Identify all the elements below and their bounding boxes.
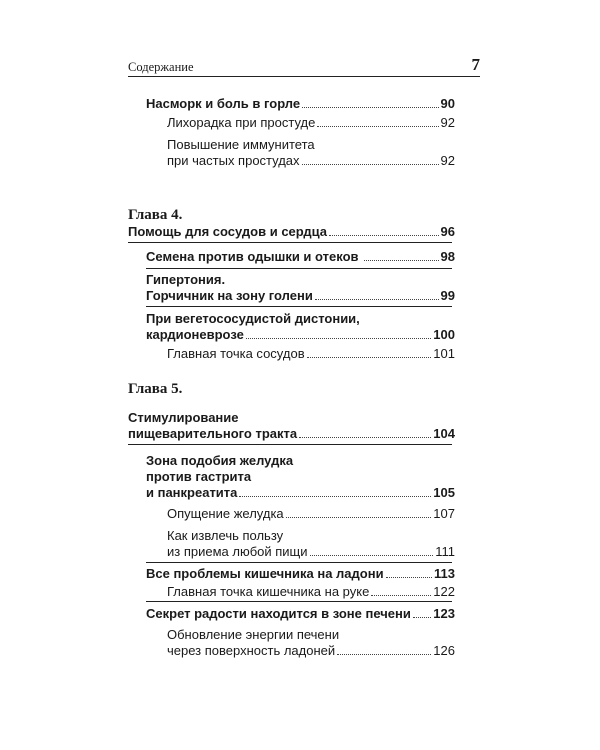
toc-entry-page: 126: [433, 643, 455, 658]
toc-entry[interactable]: [167, 153, 455, 169]
chapter-4-title[interactable]: [128, 224, 455, 240]
leader-dots: [413, 617, 431, 618]
leader-dots: [239, 496, 431, 497]
header-title: Содержание: [128, 60, 194, 74]
toc-entry[interactable]: [146, 485, 455, 501]
toc-entry-line: Повышение иммунитета: [167, 137, 315, 152]
leader-dots: [337, 654, 431, 655]
toc-entry-page: 99: [440, 288, 455, 303]
chapter-title-text: Помощь для сосудов и сердца: [128, 224, 328, 239]
toc-entry-title: Горчичник на зону голени: [146, 288, 313, 303]
leader-dots: [386, 577, 432, 578]
toc-entry-title: при частых простудах: [167, 153, 300, 168]
toc-entry-page: 92: [440, 153, 455, 168]
toc-entry-page: 92: [440, 115, 455, 130]
section-rule: [146, 268, 452, 269]
leader-dots: [310, 555, 434, 556]
toc-entry-title: и панкреатита: [146, 485, 238, 500]
toc-entry-line: Обновление энергии печени: [167, 627, 340, 642]
toc-entry[interactable]: [167, 346, 455, 362]
toc-entry[interactable]: [167, 506, 455, 522]
section-rule: [146, 601, 452, 602]
chapter-title-line: Стимулирование: [128, 410, 239, 425]
toc-entry[interactable]: [146, 327, 455, 343]
toc-entry-page: 90: [440, 96, 455, 111]
toc-entry-page: 122: [433, 584, 455, 599]
toc-entry-page: 98: [440, 249, 455, 264]
toc-entry-page: 107: [433, 506, 455, 521]
leader-dots: [286, 517, 432, 518]
toc-entry-title: из приема любой пищи: [167, 544, 308, 559]
toc-entry[interactable]: [167, 544, 455, 560]
toc-entry-title: Лихорадка при простуде: [167, 115, 316, 130]
toc-entry[interactable]: [146, 288, 455, 304]
leader-dots: [364, 260, 438, 261]
leader-dots: [307, 357, 432, 358]
toc-entry[interactable]: [146, 96, 455, 112]
toc-entry[interactable]: [167, 643, 455, 659]
page-number: 7: [471, 55, 480, 74]
toc-entry[interactable]: [146, 566, 455, 582]
leader-dots: [302, 164, 439, 165]
chapter-5-label: Глава 5.: [128, 381, 183, 397]
chapter-rule: [128, 242, 452, 243]
toc-entry-page: 123: [433, 606, 455, 621]
toc-entry-title: Насморк и боль в горле: [146, 96, 301, 111]
toc-entry-title: Главная точка кишечника на руке: [167, 584, 370, 599]
leader-dots: [329, 235, 439, 236]
leader-dots: [299, 437, 431, 438]
header-rule: [128, 76, 480, 77]
running-header: [128, 56, 480, 78]
toc-entry[interactable]: [146, 249, 455, 265]
toc-entry-line: Зона подобия желудка: [146, 453, 294, 468]
toc-entry-title: Семена против одышки и отеков: [146, 249, 363, 264]
toc-entry-line: Как извлечь пользу: [167, 528, 284, 543]
chapter-5-title[interactable]: [128, 426, 455, 442]
toc-entry-page: 101: [433, 346, 455, 361]
leader-dots: [371, 595, 431, 596]
toc-entry-line: При вегетососудистой дистонии,: [146, 311, 360, 326]
chapter-4-label: Глава 4.: [128, 207, 183, 223]
toc-entry-title: кардионеврозе: [146, 327, 244, 342]
chapter-title-page: 96: [440, 224, 455, 239]
toc-entry[interactable]: [167, 584, 455, 600]
toc-entry-page: 100: [433, 327, 455, 342]
toc-entry-title: через поверхность ладоней: [167, 643, 336, 658]
toc-entry-page: 105: [433, 485, 455, 500]
toc-entry-title: Главная точка сосудов: [167, 346, 305, 361]
toc-entry[interactable]: [146, 606, 455, 622]
toc-entry[interactable]: [167, 115, 455, 131]
toc-entry-title: Опущение желудка: [167, 506, 284, 521]
section-rule: [146, 306, 452, 307]
leader-dots: [317, 126, 438, 127]
leader-dots: [246, 338, 431, 339]
toc-entry-line: против гастрита: [146, 469, 252, 484]
toc-entry-title: Секрет радости находится в зоне печени: [146, 606, 411, 621]
chapter-title-text: пищеварительного тракта: [128, 426, 298, 441]
leader-dots: [315, 299, 439, 300]
chapter-title-page: 104: [433, 426, 455, 441]
leader-dots: [302, 107, 438, 108]
section-rule: [146, 562, 452, 563]
toc-entry-title: Все проблемы кишечника на ладони: [146, 566, 384, 581]
toc-entry-line: Гипертония.: [146, 272, 226, 287]
toc-entry-page: 113: [434, 566, 455, 581]
toc-entry-page: 111: [435, 544, 455, 559]
chapter-rule: [128, 444, 452, 445]
